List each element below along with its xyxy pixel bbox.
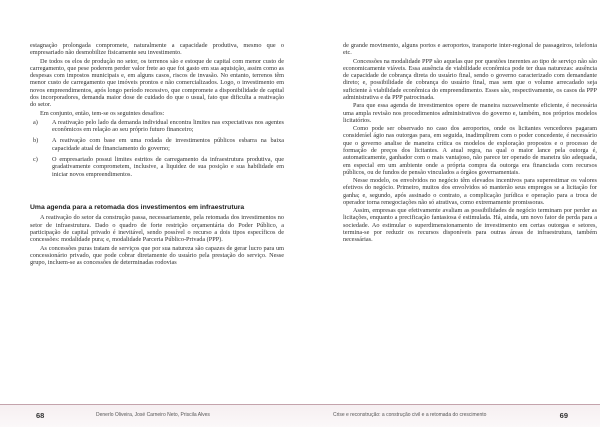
list-item	[30, 137, 284, 152]
right-page	[300, 0, 600, 439]
paragraph: As concessões puras tratam de serviços que por sua natureza são capazes de gerar lucro para um concessionário privado, que pode cobrar diretamente do usuário pela prestação do serviço. Nesse grupo, incluem-se as concessões de determinadas rodovias	[30, 244, 284, 267]
paragraph: Nesse modelo, os envolvidos no negócio têm elevados incentivos para superestimar os valores efetivos do negócio. Primeiro, muitos dos envolvidos só manterão seus empregos se a licitação for ganha; e, segundo, após assinado o contrato, a complicação jurídica e operação para a troca de operador torna renegociações não só atrativas, como extremamente promissoras.	[343, 177, 597, 206]
paragraph: Concessões na modalidade PPP são aquelas que por questões inerentes ao tipo de serviço não são economicamente viáveis. Essa ausência de viabilidade econômica pode ter duas naturezas: ausência de capacidade de cobrança direta do usuário final, sendo o governo caracterizado com demandante direto; e, possibilidade de cobrança do usuário final, mas sem que o volume arrecadado seja suficiente à viabilidade econômica do empreendimento. Esses são, respectivamente, os casos da PPP administrativa e da PPP patrocinada.	[343, 57, 597, 101]
list-item-text: O empresariado possui limites estritos de carregamento da infraestrutura produtiva, que gradativamente comprometem, inclusive, a liquidez de sua posição e sua habilidade em iniciar novos empreendimentos.	[52, 155, 284, 178]
running-head: Crise e reconstrução: a construção civil e a retomada do crescimento	[333, 412, 487, 418]
list-marker: a)	[33, 118, 38, 126]
list-item-text: A reativação pelo lado da demanda individual encontra limites nas expectativas nos agentes econômicos em relação ao seu próprio futuro financeiro;	[52, 118, 284, 134]
left-page-footer	[0, 404, 300, 427]
challenges-list	[30, 119, 284, 178]
list-marker: b)	[33, 137, 39, 145]
list-item	[30, 156, 284, 178]
list-item-text: A reativação com base em uma rodada de investimentos públicos esbarra na baixa capacidade atual de financiamento do governo;	[52, 137, 284, 152]
list-item	[30, 119, 284, 134]
right-page-footer	[300, 404, 600, 427]
paragraph: Para que essa agenda de investimentos opere de maneira razoavelmente eficiente, é necessária uma ampla revisão nos procedimentos administrativos do governo e, também, nos próprios modelos licitatórios.	[343, 102, 597, 124]
list-marker: c)	[33, 155, 38, 163]
left-page-body	[30, 42, 284, 266]
running-head: Denerlo Oliveira, José Carneiro Neto, Priscila Alves	[96, 412, 210, 418]
paragraph: de grande movimento, alguns portos e aeroportos, transporte inter-regional de passageiros, telefonia etc.	[343, 42, 597, 57]
paragraph: estagnação prolongada compromete, naturalmente a capacidade produtiva, mesmo que o empresariado não desmobilize fisicamente seu investimento.	[30, 42, 284, 57]
page-number: 68	[36, 411, 45, 420]
right-page-body	[343, 42, 597, 244]
paragraph: Assim, empresas que efetivamente avaliam as possibilidades de negócio terminam por perder as licitações, enquanto a precificação fantasiosa é estimulada. Há, ainda, um novo fator de perda para a sociedade. Ao estimular o superdimensionamento de investimento em certas outorgas e setores, termina-se por reduzir os recursos disponíveis para outras áreas de infraestrutura, também necessárias.	[343, 207, 597, 244]
paragraph: De todos os elos de produção no setor, os terrenos são e estoque de capital com menor custo de carregamento, que pese poderem perder valor frete ao que foi gasto em sua aquisição, assim como as despesas com impostos municipais e, em alguns casos, riscos de invasão. No entanto, terrenos têm menor custo de carregamento que imóveis prontos e não comercializados. Logo, o investimento em novos empreendimentos, após longo período recessivo, que compromete a disponibilidade de capital dos incorporadores, demanda maior dose de cuidado do que o usual, fato que dificulta a reativação do setor.	[30, 57, 284, 109]
paragraph: A reativação do setor da construção passa, necessariamente, pela retomada dos investimentos no setor de infraestrutura. Dado o quadro de forte restrição orçamentária do Poder Público, a participação de capital privado é inevitável, sendo possível o recurso a dois tipos específicos de concessões: modalidade pura; e, modalidade Parceria Público-Privada (PPP).	[30, 214, 284, 244]
page-number: 69	[559, 411, 568, 420]
section-heading: Uma agenda para a retomada dos investimentos em infraestrutura	[30, 203, 245, 211]
paragraph: Em conjunto, então, tem-se os seguintes desafios:	[40, 109, 165, 117]
paragraph: Como pode ser observado no caso dos aeroportos, onde os licitantes vencedores pagaram consideráel ágio nas outorgas para, em seguida, inadimplirem com o poder concedente, é necessário que o governo analise de maneira crítica os modelos de exploração propostos e o processo de formação de preços dos licitantes. A atual regra, na qual o maior lance pela outorga é, automaticamente, ganhador com o mais vantajoso, não parece ter operado de maneira tão adequada, em especial em um ambiente onde a própria compra da outorga era financiada com recursos públicos, ou de fundos de pensão vinculados a órgãos governamentais.	[343, 125, 597, 176]
